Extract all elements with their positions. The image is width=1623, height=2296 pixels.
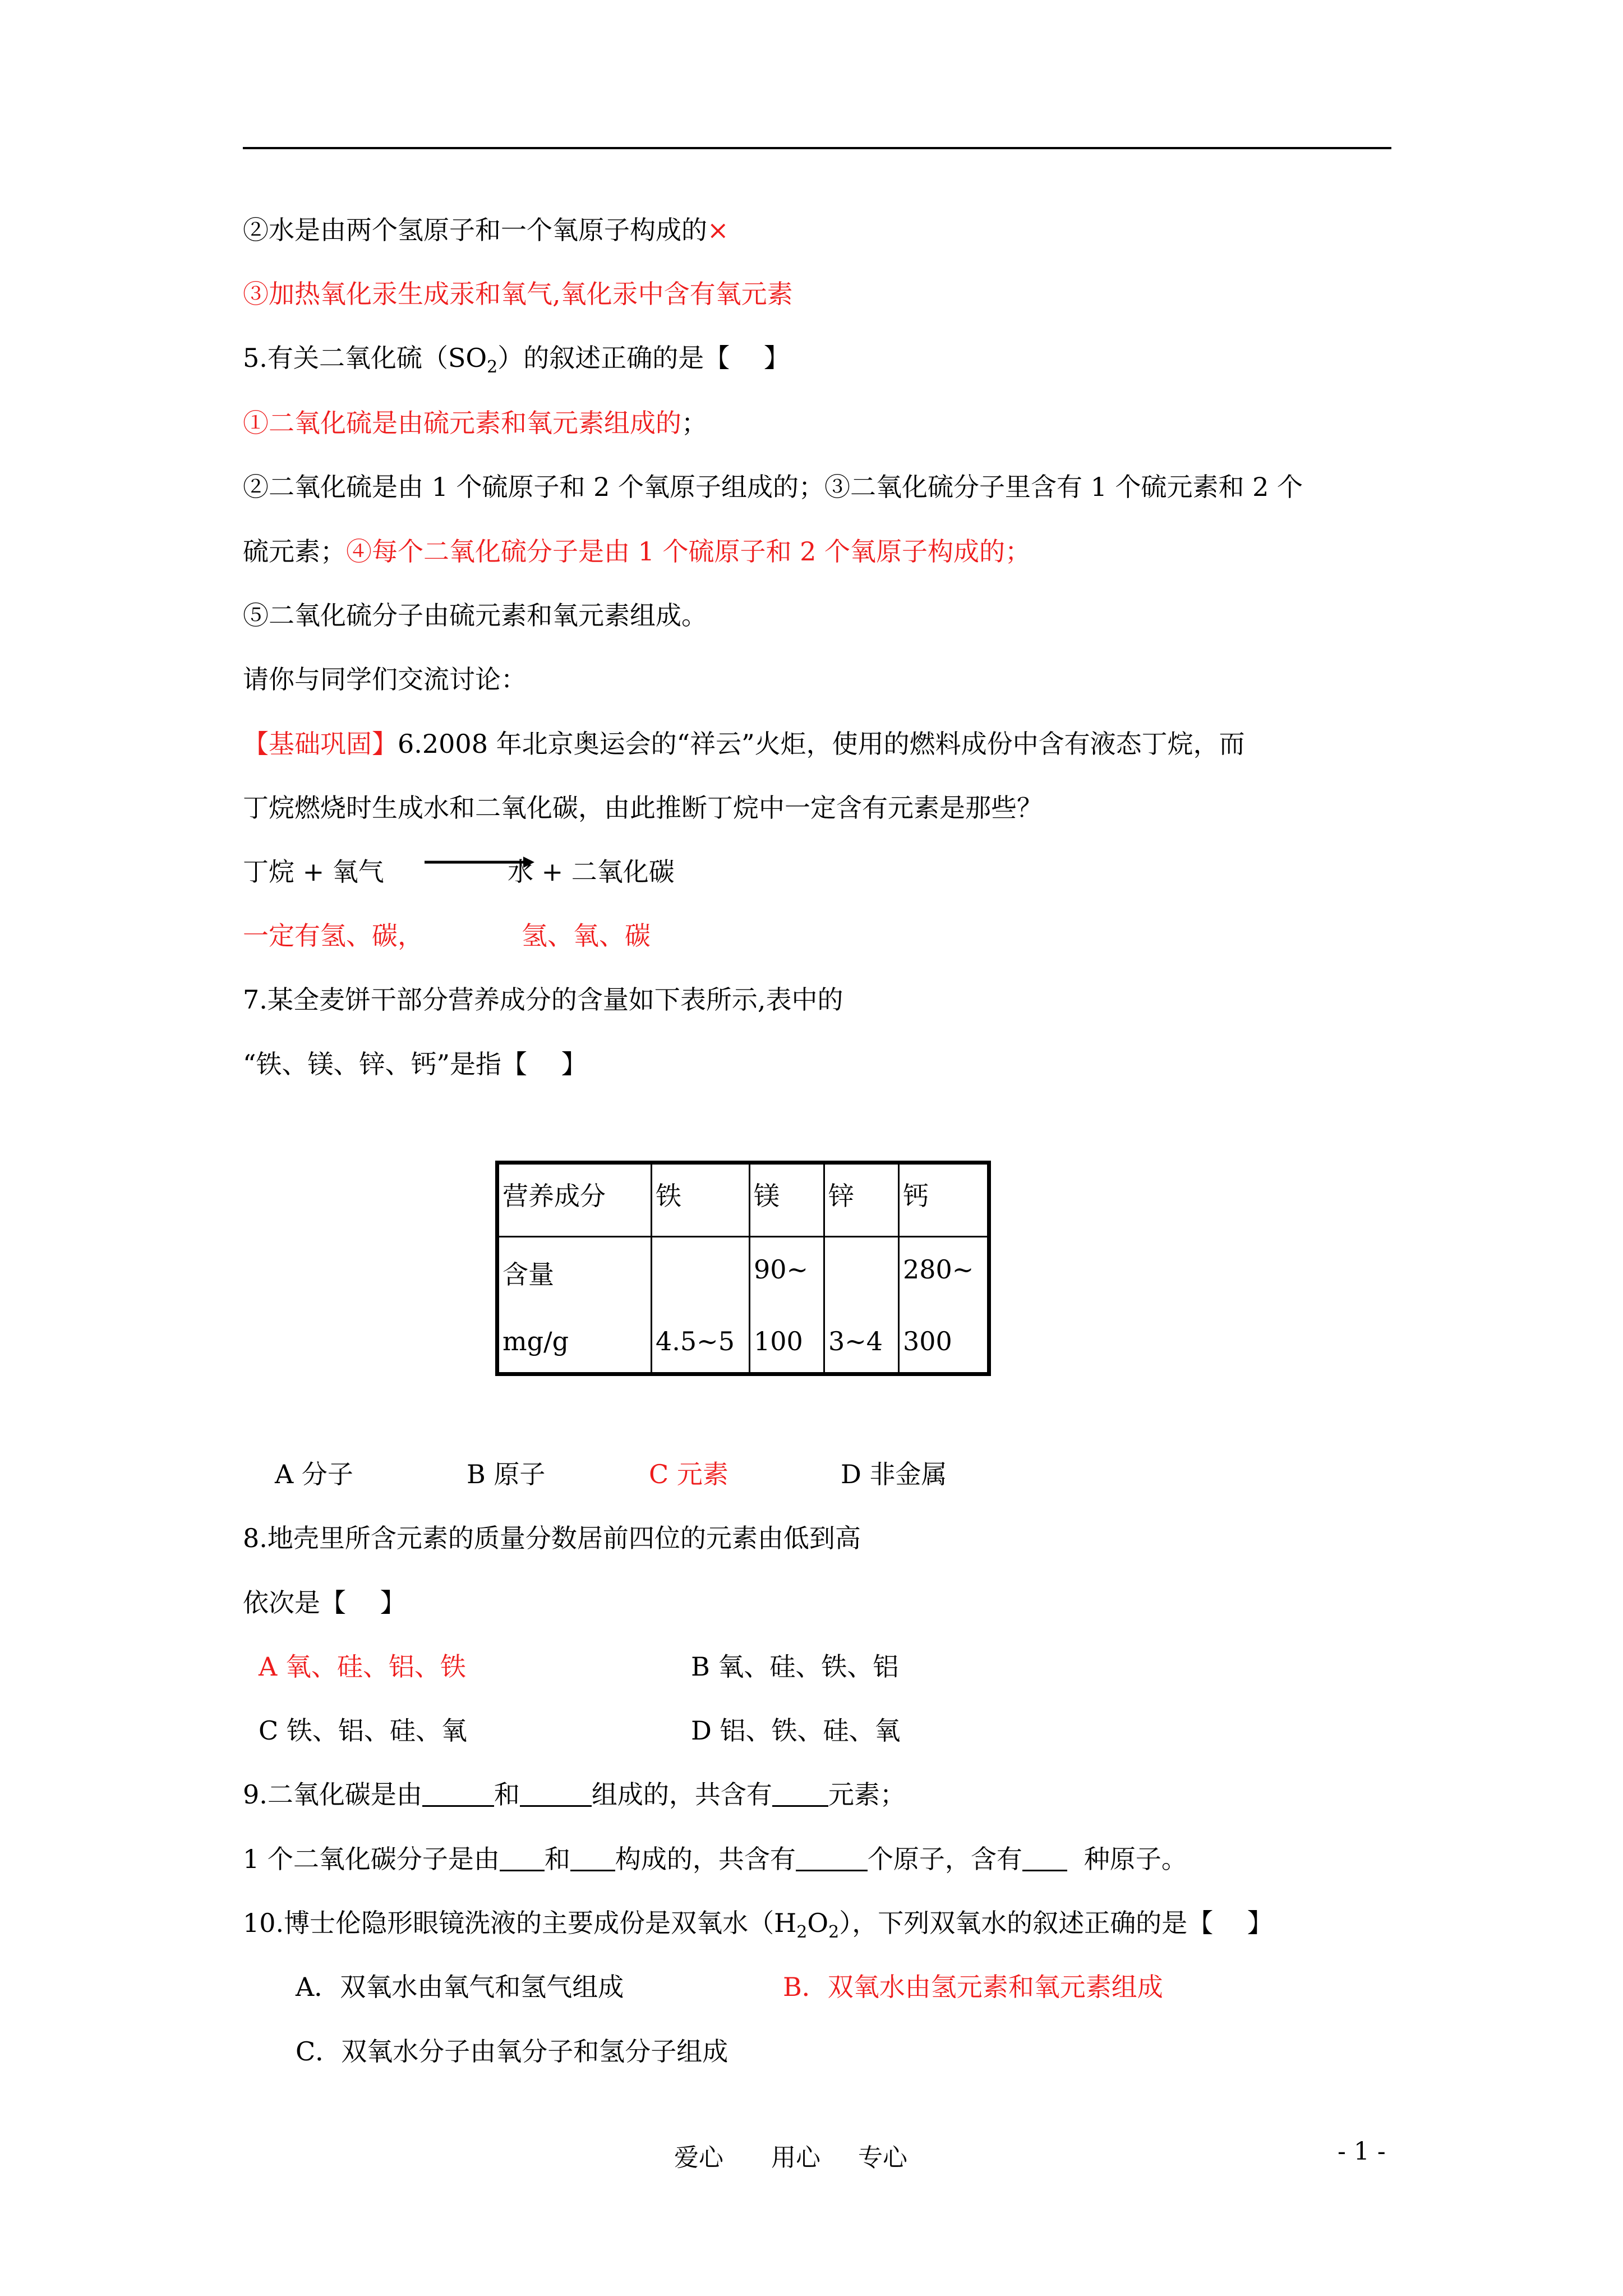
q6-equation-left: 丁烷 + 氧气	[243, 857, 384, 887]
q6-stem-2: 丁烷燃烧时生成水和二氧化碳，由此推断丁烷中一定含有元素是那些？	[243, 793, 1043, 823]
section-tag: 【基础巩固】	[243, 729, 398, 759]
footer-motto-1: 爱心	[674, 2143, 723, 2172]
q7-option-b: B 原子	[467, 1459, 546, 1489]
q8-option-b: B 氧、硅、铁、铝	[691, 1651, 899, 1682]
fill-blank	[570, 1847, 615, 1871]
table-header-cell: 营养成分	[497, 1163, 652, 1237]
fill-blank	[500, 1847, 545, 1871]
table-header-row	[497, 1163, 989, 1237]
discussion-prompt: 请你与同学们交流讨论：	[243, 664, 527, 694]
wrong-mark: ×	[707, 215, 729, 245]
q10-option-b: B．双氧水由氢元素和氧元素组成	[783, 1972, 1163, 2002]
q10-option-c: C．双氧水分子由氧分子和氢分子组成	[296, 2036, 728, 2067]
table-header-cell: 钙	[899, 1163, 989, 1237]
q5-stem: 5.有关二氧化硫$(SO_2)$的叙述正确的是【 】	[243, 343, 790, 377]
q8-stem-1: 8.地壳里所含元素的质量分数居前四位的元素由低到高	[243, 1523, 861, 1553]
q5-option-3-4: 硫元素；④每个二氧化硫分子是由 1 个硫原子和 2 个氧原子构成的；	[243, 536, 1031, 567]
q9-line-2: 1 个二氧化碳分子是由 和 构成的，共含有 个原子，含有 种原子。	[243, 1844, 1187, 1874]
q4-line-3: ③加热氧化汞生成汞和氧气,氧化汞中含有氧元素	[243, 279, 793, 309]
table-cell: 90~ 100	[750, 1237, 824, 1374]
q8-option-a: A 氧、硅、铝、铁	[259, 1651, 466, 1682]
q6-answer-1: 一定有氢、碳，	[243, 921, 423, 951]
table-cell: 4.5~5	[652, 1237, 750, 1374]
fill-blank	[772, 1783, 828, 1807]
footer-motto-2: 用心	[771, 2143, 820, 2172]
q7-option-d: D 非金属	[841, 1459, 947, 1489]
q6-equation-right: 水 + 二氧化碳	[508, 857, 675, 887]
table-header-cell: 镁	[750, 1163, 824, 1237]
q7-stem-1: 7.某全麦饼干部分营养成分的含量如下表所示,表中的	[243, 984, 843, 1015]
q4-line-2: ②水是由两个氢原子和一个氧原子构成的×	[243, 215, 729, 245]
fill-blank	[422, 1783, 494, 1807]
q7-option-a: A 分子	[275, 1459, 353, 1489]
q8-option-d: D 铝、铁、硅、氧	[691, 1715, 901, 1746]
q5-option-1: ①二氧化硫是由硫元素和氧元素组成的；	[243, 408, 707, 438]
q10-stem: 10.博士伦隐形眼镜洗液的主要成份是双氧水$(H_2O_2)$，下列双氧水的叙述正确的是【 】	[243, 1908, 1273, 1942]
page-number: - 1 -	[1338, 2137, 1386, 2166]
q8-option-c: C 铁、铝、硅、氧	[259, 1715, 467, 1746]
nutrition-table	[495, 1161, 991, 1376]
table-cell: 280~ 300	[899, 1237, 989, 1374]
fill-blank	[796, 1847, 868, 1871]
table-header-cell: 铁	[652, 1163, 750, 1237]
q10-option-a: A．双氧水由氧气和氢气组成	[296, 1972, 624, 2002]
q7-option-c: C 元素	[649, 1459, 728, 1489]
q9-line-1: 9.二氧化碳是由 和 组成的，共含有 元素；	[243, 1779, 906, 1810]
table-cell: 含量 mg/g	[497, 1237, 652, 1374]
q5-option-2-3: ②二氧化硫是由 1 个硫原子和 2 个氧原子组成的；③二氧化硫分子里含有 1 个硫元素和 2 个	[243, 472, 1303, 502]
q6-stem-1: 【基础巩固】6.2008 年北京奥运会的“祥云”火炬，使用的燃料成份中含有液态丁烷，而	[243, 729, 1245, 759]
table-row	[497, 1237, 989, 1374]
table-header-cell: 锌	[824, 1163, 899, 1237]
fill-blank	[520, 1783, 592, 1807]
fill-blank	[1022, 1847, 1067, 1871]
footer-motto-3: 专心	[858, 2143, 907, 2172]
q6-answer-2: 氢、氧、碳	[522, 921, 651, 951]
q8-stem-2: 依次是【 】	[243, 1588, 406, 1618]
header-rule	[243, 147, 1391, 149]
q5-option-5: ⑤二氧化硫分子由硫元素和氧元素组成。	[243, 600, 707, 631]
q7-stem-2: “铁、镁、锌、钙”是指【 】	[243, 1049, 587, 1079]
table-cell: 3~4	[824, 1237, 899, 1374]
